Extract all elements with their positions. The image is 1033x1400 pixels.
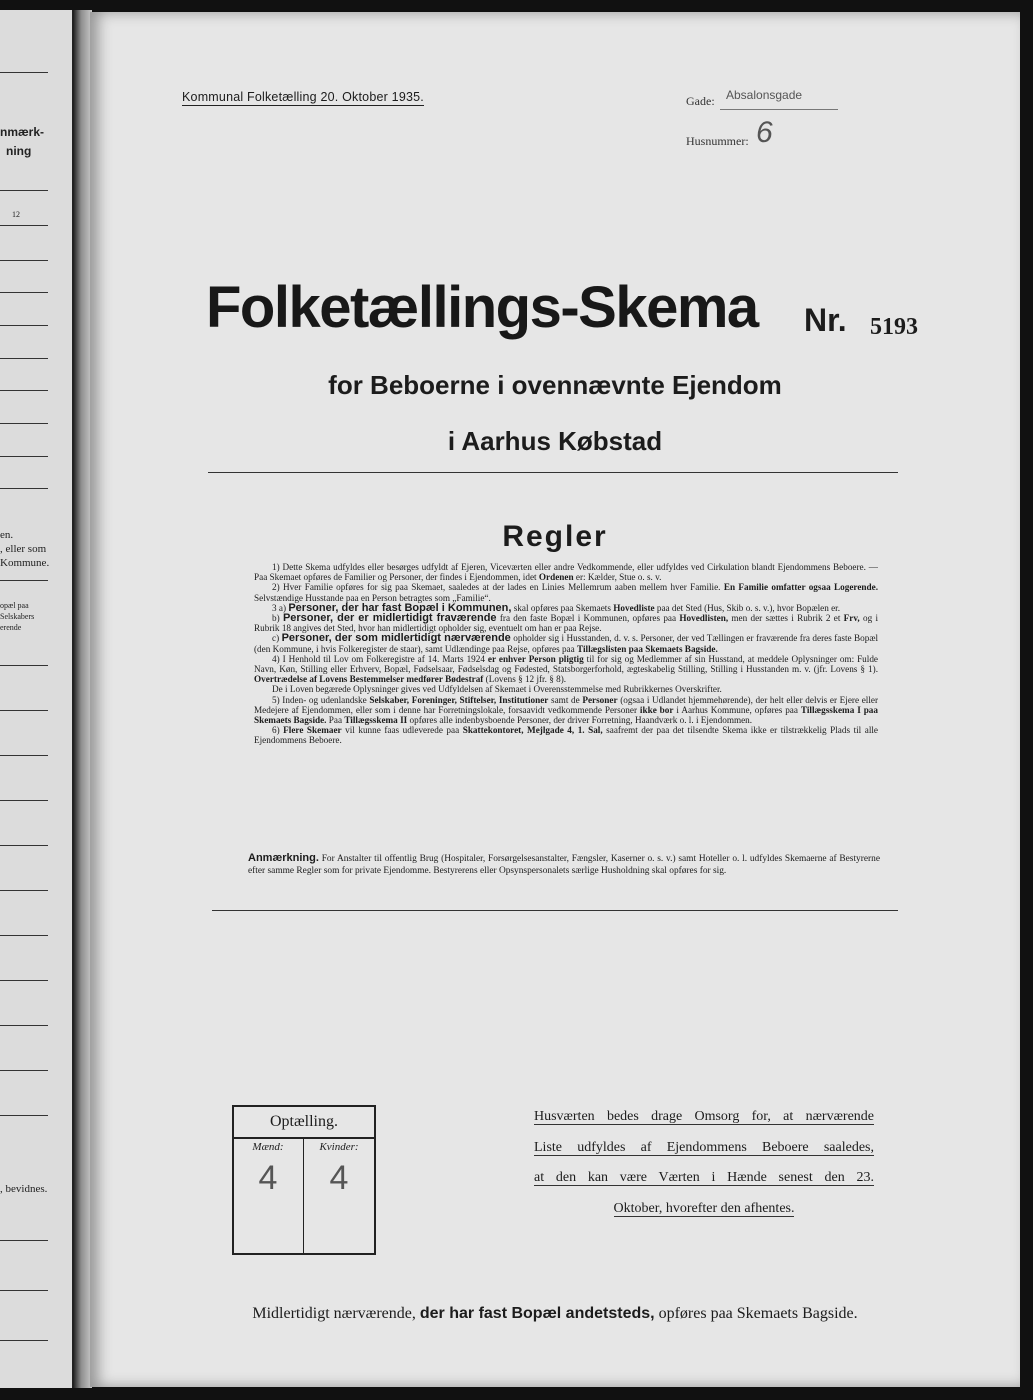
left-text: erende <box>0 623 22 632</box>
rule-line <box>0 800 48 801</box>
rule-5: 5) Inden- og udenlandske Selskaber, Foreninger, Stiftelser, Institutioner samt de Personer (ogsaa i Udlandet hjemmehørende), der helt eller delvis er Ejere eller Medejere af Ejendommen, eller som i denne har Forretningslokale, forsaavidt vedkommende Personer ikke bor i Aarhus Kommune, opføres paa Tillægsskema I paa Skemaets Bagside. Paa Tillægsskema II opføres alle indenbysboende Personer, der driver Forretning, Haandværk o. l. i Ejendommen. <box>254 694 879 726</box>
notice-line-3: at den kan være Værten i Hænde senest den 23. <box>534 1170 874 1185</box>
maend-count: 4 <box>258 1159 278 1197</box>
rule-line <box>0 710 48 711</box>
nr-label: Nr. <box>804 302 847 338</box>
rule-line <box>0 665 48 666</box>
optaelling-box <box>232 1105 376 1255</box>
optaelling-divider <box>303 1139 304 1253</box>
notice-line-4: Oktober, hvorefter den afhentes. <box>613 1200 795 1216</box>
left-text: Selskabers <box>0 612 35 621</box>
rule-4-note: De i Loven begærede Oplysninger gives ved Udfyldelsen af Skemaet i Overensstemmelse med Rubrikkernes Overskrifter. <box>272 684 722 695</box>
rule-line <box>0 755 48 756</box>
census-header-title: Kommunal Folketælling 20. Oktober 1935. <box>182 90 424 104</box>
rule-line <box>0 890 48 891</box>
rule-line <box>0 190 48 191</box>
rule-line <box>0 1070 48 1071</box>
rule-line <box>0 935 48 936</box>
left-facing-page <box>0 10 74 1388</box>
subtitle-aarhus: i Aarhus Købstad <box>447 426 663 456</box>
maend-label: Mænd: <box>252 1141 284 1153</box>
anmaerkning-label: Anmærkning. <box>248 852 319 864</box>
rule-line <box>0 980 48 981</box>
rule-line <box>0 1115 48 1116</box>
rule-3b: b) Personer, der er midlertidigt fraværende fra den faste Bopæl i Kommunen, opføres paa Hovedlisten, men der sættes i Rubrik 2 et Frv, og i Rubrik 18 angives det Sted, hvor han midlertidigt opholder sig, eventuelt om han er paa Rejse. <box>254 612 879 634</box>
rule-line <box>0 225 48 226</box>
left-text: , bevidnes. <box>0 1183 48 1195</box>
husnummer-label: Husnummer: <box>686 134 749 148</box>
left-text: 12 <box>12 210 20 219</box>
notice-line-2: Liste udfyldes af Ejendommens Beboere saaledes, <box>534 1139 874 1155</box>
footer-bold: der har fast Bopæl andetsteds, <box>419 1305 655 1322</box>
rule-3c: c) Personer, der som midlertidigt nærværende opholder sig i Husstanden, d. v. s. Personer, der ved Tællingen er fraværende fra deres faste Bopæl (den Kommune, i hvis Folkeregister de staar), samt Udlændinge paa Rejse, opføres paa Tillægslisten paa Skemaets Bagside. <box>254 632 879 654</box>
rule-line <box>0 390 48 391</box>
notice-line-1: Husværten bedes drage Omsorg for, at nærværende <box>534 1109 874 1124</box>
rule-line <box>0 260 48 261</box>
gade-value: Absalonsgade <box>726 88 803 102</box>
regler-text <box>254 562 878 746</box>
left-text: nmærk- <box>0 125 45 139</box>
rule-line <box>0 845 48 846</box>
husnummer-value: 6 <box>756 116 773 149</box>
rule-line <box>0 1340 48 1341</box>
rule-1: 1) Dette Skema udfyldes eller besørges udfyldt af Ejeren, Viceværten eller andre Vedkommende, eller udfyldes ved Cirkulation blandt Ejendommens Beboere. — Paa Skemaet opføres de Familier og Personer, der findes i Ejendommen, idet Ordenen er: Kælder, Stue o. s. v. <box>254 562 878 583</box>
divider-bottom <box>212 910 898 911</box>
census-form-page <box>90 12 1020 1387</box>
gade-line <box>720 109 838 110</box>
divider-top <box>208 472 898 473</box>
left-text: en. <box>0 529 14 541</box>
footer-pre: Midlertidigt nærværende, <box>252 1305 416 1322</box>
anmaerkning <box>248 852 880 877</box>
left-text: ning <box>6 144 32 158</box>
left-text: opæl paa <box>0 601 29 610</box>
rule-6: 6) Flere Skemaer vil kunne faas udleverede paa Skattekontoret, Mejlgade 4, 1. Sal, saafremt der paa det tilsendte Skema ikke er tilstrækkelig Plads til alle Ejendommens Beboere. <box>254 725 879 746</box>
rule-line <box>0 292 48 293</box>
kvinder-label: Kvinder: <box>319 1141 359 1153</box>
footer-note <box>90 1305 1020 1323</box>
regler-heading: Regler <box>502 520 608 553</box>
rule-4: 4) I Henhold til Lov om Folkeregistre af 14. Marts 1924 er enhver Person pligtig til for sig og Medlemmer af sin Husstand, at meddele Oplysninger om: Fulde Navn, Køn, Stilling eller Erhverv, Bopæl, Fødselsaar, Fødselsdag og Fødested, Statsborgerforhold, ægteskabelig Stilling, Stilling i Husstanden m. v. (jfr. Lovens § 1). Overtrædelse af Lovens Bestemmelser medfører Bødestraf (Lovens § 12 jfr. § 8). <box>254 653 879 685</box>
anmaerkning-text: For Anstalter til offentlig Brug (Hospitaler, Forsørgelsesanstalter, Fængsler, Kaserner o. s. v.) samt Hoteller o. l. udfyldes Skemaerne af Bestyrerne efter samme Regler som for private Ejendomme. Bestyrerens eller Opsynspersonalets særlige Husholdning skal opføres for sig. <box>248 854 881 876</box>
rule-line <box>0 1290 48 1291</box>
left-text: , eller som <box>0 543 47 555</box>
subtitle-beboerne: for Beboerne i ovennævnte Ejendom <box>328 370 782 400</box>
rule-line <box>0 72 48 73</box>
left-text: Kommune. <box>0 557 50 569</box>
rule-2: 2) Hver Familie opføres for sig paa Skemaet, saaledes at der lades en Linies Mellemrum aaben mellem hver Familie. En Familie omfatter ogsaa Logerende. Selvstændige Husstande paa en Person betragtes som „Familie“. <box>254 582 878 603</box>
rule-line <box>0 488 48 489</box>
rule-line <box>0 1240 48 1241</box>
rule-line <box>0 423 48 424</box>
footer-post: opføres paa Skemaets Bagside. <box>658 1305 858 1322</box>
form-number: 5193 <box>870 314 918 340</box>
optaelling-title: Optælling. <box>234 1107 374 1139</box>
landlord-notice <box>534 1102 874 1224</box>
rule-line <box>0 580 48 581</box>
rule-line <box>0 325 48 326</box>
kvinder-count: 4 <box>329 1159 349 1197</box>
rule-line <box>0 358 48 359</box>
rule-3a: 3 a) Personer, der har fast Bopæl i Kommunen, skal opføres paa Skemaets Hovedliste paa det Sted (Hus, Skib o. s. v.), hvor Bopælen er. <box>272 601 841 614</box>
gade-label: Gade: <box>686 94 715 108</box>
rule-line <box>0 456 48 457</box>
rule-line <box>0 1025 48 1026</box>
form-title: Folketællings-Skema <box>206 275 758 340</box>
